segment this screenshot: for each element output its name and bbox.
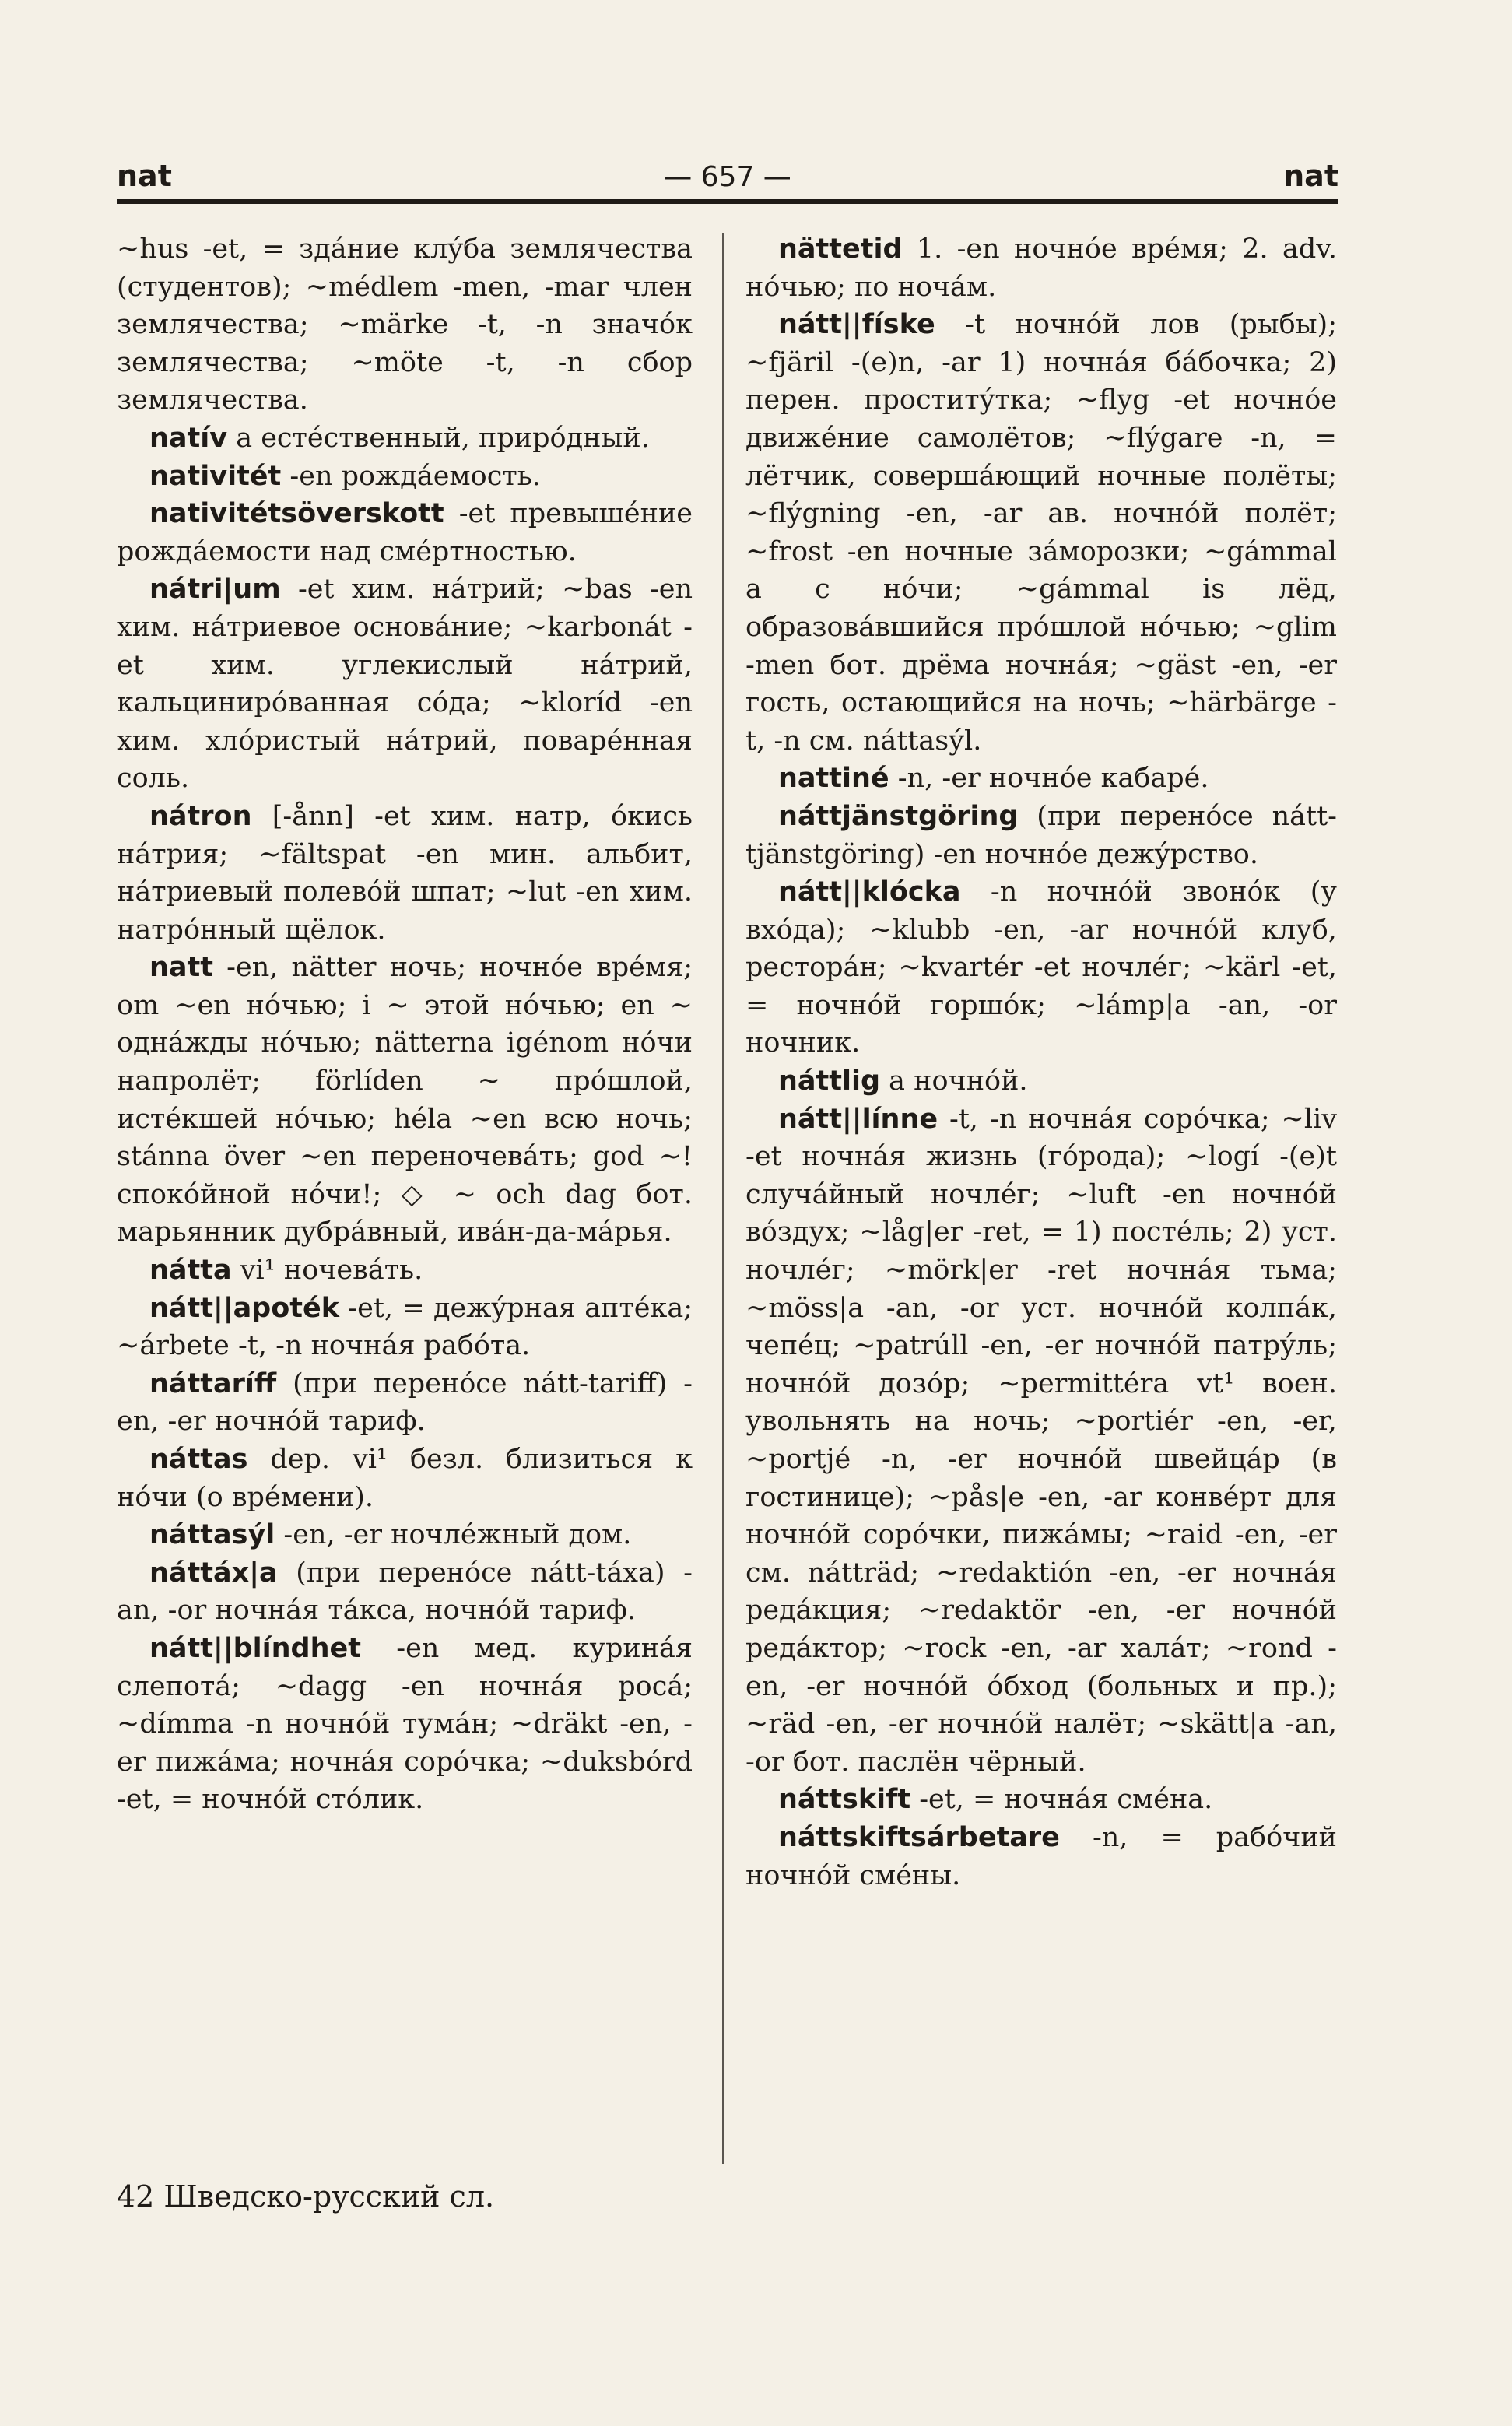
- dictionary-entry: [117, 1365, 693, 1441]
- right-guide-word: nat: [1283, 159, 1338, 193]
- entry-definition: a естéственный, прирóдный.: [227, 422, 650, 454]
- entry-headword: náttskiftsárbetare: [778, 1821, 1060, 1853]
- dictionary-entry: [745, 1101, 1337, 1782]
- entry-definition: -et превышéние рождáемости над смéртностью.: [117, 498, 693, 567]
- page-header: [117, 153, 1338, 199]
- entry-definition: -n, = рабóчий ночнóй смéны.: [745, 1821, 1337, 1891]
- dictionary-entry: [745, 230, 1337, 306]
- entry-definition: -n ночнóй звонóк (у вхóда); ~klubb -en, -ar ночнóй клуб, ресторáн; ~kvartér -et ночлéг; ~kärl -et, = ночнóй горшóк; ~lámp|a -an, -or ночник.: [745, 876, 1337, 1059]
- dictionary-entry: [745, 798, 1337, 873]
- dictionary-entry: [117, 1630, 693, 1819]
- entry-definition: -t ночнóй лов (рыбы); ~fjäril -(e)n, -ar 1) ночнáя бáбочка; 2) перен. проститýтка; ~flyg -et ночнóе движéние самолётов; ~flýgare -n, = лётчик, совершáющий ночные полёты; ~flýgning -en, -ar ав. ночнóй полёт; ~frost -en ночные зáморозки; ~gámmal a с нóчи; ~gámmal is лёд, образовáвшийся прóшлой нóчью; ~glim -men бот. дрёма ночнáя; ~gäst -en, -er гость, остающийся на ночь; ~härbärge -t, -n см. náttasýl.: [745, 309, 1337, 757]
- dictionary-entry: [117, 458, 693, 496]
- dictionary-entry: [117, 1554, 693, 1630]
- entry-definition: -t, -n ночнáя сорóчка; ~liv -et ночнáя жизнь (гóрода); ~logí -(e)t случáйный ночлéг; ~luft -en ночнóй вóздух; ~låg|er -ret, = 1) постéль; 2) уст. ночлéг; ~mörk|er -ret ночнáя тьма; ~möss|a -an, -or уст. ночнóй колпáк, чепéц; ~patrúll -en, -er ночнóй патрýль; ночнóй дозóр; ~permittéra vt¹ воен. увольнять на ночь; ~portiér -en, -er, ~portjé -n, -er ночнóй швейцáр (в гостинице); ~pås|e -en, -ar конвéрт для ночнóй сорóчки, пижáмы; ~raid -en, -er см. nátträd; ~redaktión -en, -er ночнáя редáкция; ~redaktör -en, -er ночнóй редáктор; ~rock -en, -ar халáт; ~rond -en, -er ночнóй óбход (больных и пр.); ~räd -en, -er ночнóй налёт; ~skätt|a -an, -or бот. паслён чёрный.: [745, 1103, 1337, 1778]
- entry-headword: náttskift: [778, 1784, 911, 1816]
- header-rule: [117, 199, 1338, 204]
- dictionary-entry: [117, 1516, 693, 1554]
- entry-definition: 1. -en ночнóе врéмя; 2. adv. нóчью; по ночáм.: [745, 233, 1337, 303]
- dictionary-entry: [117, 495, 693, 571]
- entry-definition: ~hus -et, = здáние клýба землячества (студентов); ~médlem -men, -mar член землячества; ~märke -t, -n значóк землячества; ~möte -t, -n сбор землячества.: [117, 233, 693, 416]
- signature-footer: 42 Шведско-русский сл.: [117, 2179, 495, 2214]
- dictionary-entry: [117, 571, 693, 798]
- entry-headword: nátta: [149, 1255, 232, 1287]
- dictionary-entry: [117, 798, 693, 949]
- dictionary-entry: [745, 1819, 1337, 1894]
- entry-definition: a ночнóй.: [880, 1066, 1028, 1097]
- column-divider: [722, 233, 724, 2164]
- left-guide-word: nat: [117, 159, 172, 193]
- entry-headword: nátt||apoték: [149, 1292, 340, 1324]
- entry-headword: nativitét: [149, 460, 282, 492]
- entry-headword: nátron: [149, 800, 252, 832]
- page-number: — 657 —: [664, 161, 791, 193]
- entry-definition: -et, = дежýрная аптéка; ~árbete -t, -n ночнáя рабóта.: [117, 1292, 693, 1362]
- entry-headword: náttjänstgöring: [778, 800, 1019, 832]
- entry-definition: (при перенóсе nátt-tjänstgöring) -en ночнóе дежýрство.: [745, 800, 1337, 870]
- entry-headword: nättetid: [778, 233, 903, 265]
- entry-headword: nattiné: [778, 763, 889, 795]
- dictionary-entry: [745, 1781, 1337, 1819]
- entry-definition: (при перенóсе nátt-tariff) -en, -er ночнóй тариф.: [117, 1367, 693, 1438]
- entry-headword: nátri|um: [149, 574, 281, 606]
- dictionary-entry: [117, 949, 693, 1252]
- dictionary-entry: [117, 420, 693, 458]
- entry-headword: nátt||blíndhet: [149, 1632, 361, 1664]
- entry-definition: -en рождáемость.: [281, 460, 541, 492]
- entry-headword: nátt||físke: [778, 309, 935, 341]
- entry-definition: -en мед. куринáя слепотá; ~dagg -en ночнáя росá; ~dímma -n ночнóй тумáн; ~dräkt -en, -er пижáма; ночнáя сорóчка; ~duksbórd -et, = ночнóй стóлик.: [117, 1632, 693, 1816]
- entry-headword: náttáx|a: [149, 1557, 278, 1589]
- entry-definition: dep. vi¹ безл. близиться к нóчи (о врéмени).: [117, 1444, 693, 1513]
- entry-headword: natt: [149, 952, 213, 984]
- entry-definition: -en, -er ночлéжный дом.: [275, 1519, 632, 1551]
- dictionary-entry: [117, 230, 693, 420]
- dictionary-entry: [117, 1290, 693, 1365]
- entry-definition: -en, nätter ночь; ночнóе врéмя; om ~en нóчью; i ~ этой нóчью; en ~ однáжды нóчью; nätterna igénom нóчи напролёт; förlíden ~ прóшлой, истéкшей нóчью; héla ~en всю ночь; stánna över ~en переночевáть; god ~! спокóйной нóчи!; ◇ ~ och dag бот. марьянник дубрáвный, ивáн-да-мáрья.: [117, 952, 693, 1248]
- right-column: [745, 230, 1337, 1894]
- entry-headword: nátt||klócka: [778, 876, 961, 908]
- dictionary-entry: [745, 306, 1337, 760]
- entry-headword: natív: [149, 422, 228, 454]
- entry-headword: náttas: [149, 1444, 248, 1475]
- dictionary-entry: [745, 873, 1337, 1062]
- entry-headword: náttasýl: [149, 1519, 275, 1551]
- dictionary-entry: [117, 1441, 693, 1516]
- entry-definition: -et, = ночнáя смéна.: [910, 1784, 1213, 1816]
- entry-headword: nátt||línne: [778, 1103, 938, 1135]
- dictionary-entry: [745, 760, 1337, 798]
- entry-definition: -n, -er ночнóе кабарé.: [889, 763, 1209, 795]
- dictionary-entry: [117, 1252, 693, 1290]
- entry-definition: (при перенóсе nátt-táxa) -an, -or ночнáя тáкса, ночнóй тариф.: [117, 1557, 693, 1627]
- dictionary-entry: [745, 1062, 1337, 1101]
- entry-definition: [-ånn] -et хим. натр, óкись нáтрия; ~fältspat -en мин. альбит, нáтриевый полевóй шпат; ~lut -en хим. натрóнный щёлок.: [117, 800, 693, 946]
- entry-headword: náttaríff: [149, 1367, 277, 1399]
- entry-headword: náttlig: [778, 1066, 881, 1097]
- left-column: [117, 230, 693, 1819]
- entry-headword: nativitétsöverskott: [149, 498, 444, 530]
- entry-definition: vi¹ ночевáть.: [231, 1255, 423, 1287]
- entry-definition: -et хим. нáтрий; ~bas -en хим. нáтриевое основáние; ~karbonát -et хим. углекислый нáтрий, кальцинирóванная сóда; ~kloríd -en хим. хлóристый нáтрий, поварéнная соль.: [117, 574, 693, 795]
